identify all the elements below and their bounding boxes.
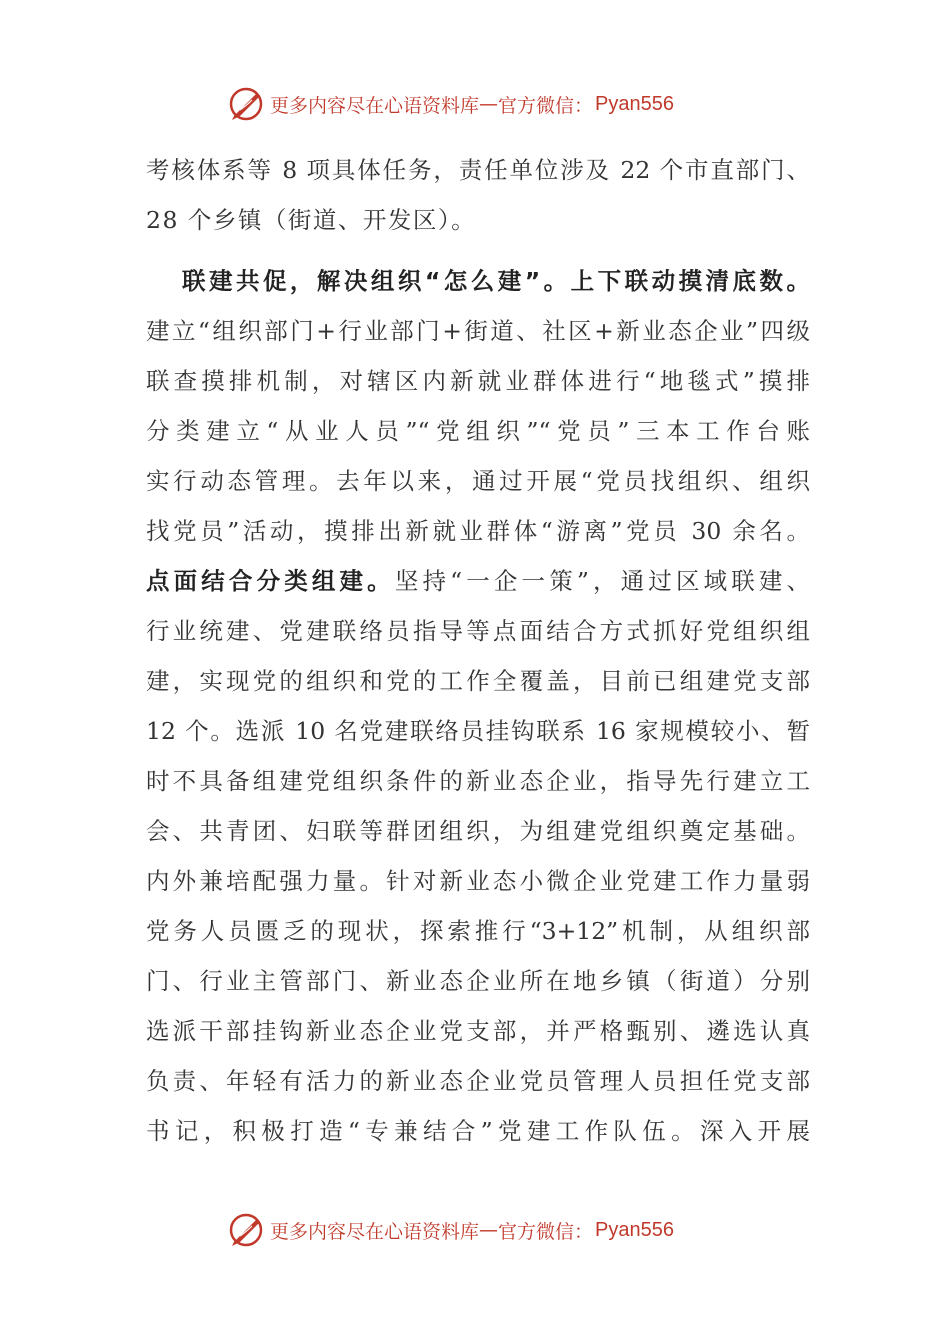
text-line: 建立“组织部门+行业部门+街道、社区+新业态企业”四级 [146,317,810,345]
text-line: 分类建立“从业人员”“党组织”“党员”三本工作台账 [146,417,810,445]
text-line: 28 个乡镇（街道、开发区）。 [146,206,477,234]
text-line: 会、共青团、妇联等群团组织，为组建党组织奠定基础。 [146,817,810,845]
pen-logo-icon [226,1210,266,1250]
header-watermark [226,84,674,124]
text-line: 选派干部挂钩新业态企业党支部，并严格甄别、遴选认真 [146,1017,810,1045]
text-line: 考核体系等 8 项具体任务，责任单位涉及 22 个市直部门、 [146,156,810,184]
text-line: 实行动态管理。去年以来，通过开展“党员找组织、组织 [146,467,810,495]
pen-logo-icon [226,84,266,124]
watermark-separator: — [479,1219,499,1241]
document-body [146,145,810,1156]
watermark-wechat-id: Pyan556 [595,1218,674,1241]
text-line: 党务人员匮乏的现状，探索推行“3+12”机制，从组织部 [146,917,810,945]
watermark-separator: — [479,93,499,115]
text-line-mixed [146,556,810,606]
text-line: 12 个。选派 10 名党建联络员挂钩联系 16 家规模较小、暂 [146,717,810,745]
text-line: 找党员”活动，摸排出新就业群体“游离”党员 30 余名。 [146,517,810,545]
text-line: 行业统建、党建联络员指导等点面结合方式抓好党组织组 [146,617,810,645]
text-line: 联查摸排机制，对辖区内新就业群体进行“地毯式”摸排 [146,367,810,395]
watermark-wechat-id: Pyan556 [595,92,674,115]
watermark-wechat-label: 官方微信： [498,1220,594,1243]
text-line: 时不具备组建党组织条件的新业态企业，指导先行建立工 [146,767,810,795]
text-fragment: 通过区域联建、 [620,567,811,595]
watermark-brand: 更多内容尽在心语资料库 [270,1220,480,1243]
text-line: 负责、年轻有活力的新业态企业党员管理人员担任党支部 [146,1067,810,1095]
text-line: 内外兼培配强力量。针对新业态小微企业党建工作力量弱 [146,867,810,895]
section-heading: 联建共促，解决组织“怎么建”。上下联动摸清底数。 [182,267,810,295]
subheading-rest: 坚持“一企一策”， [394,567,621,595]
subheading-bold: 点面结合分类组建。 [146,567,395,595]
text-line: 书记，积极打造“专兼结合”党建工作队伍。深入开展 [146,1117,810,1145]
watermark-wechat-label: 官方微信： [498,94,594,117]
footer-watermark [226,1210,674,1250]
watermark-brand: 更多内容尽在心语资料库 [270,94,480,117]
text-line: 门、行业主管部门、新业态企业所在地乡镇（街道）分别 [146,967,810,995]
text-line: 建，实现党的组织和党的工作全覆盖，目前已组建党支部 [146,667,810,695]
